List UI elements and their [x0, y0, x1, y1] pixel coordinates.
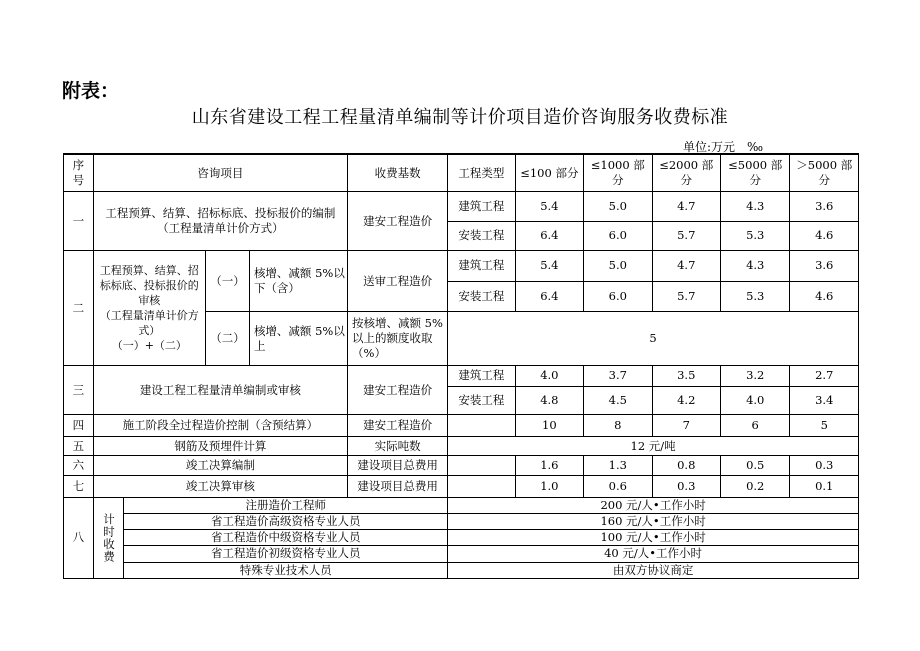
row1-basis: 建安工程造价: [348, 192, 448, 251]
row2-building-c5: 3.6: [790, 251, 859, 282]
header-type: 工程类型: [448, 154, 515, 192]
row3-install-c3: 4.2: [652, 386, 720, 415]
header-no: 序 号: [64, 154, 94, 192]
row3-install-c4: 4.0: [720, 386, 789, 415]
row2-building-c1: 5.4: [515, 251, 583, 282]
table-row: [64, 562, 859, 578]
row7-basis: 建设项目总费用: [348, 476, 448, 497]
row2-rate: 5: [448, 312, 859, 366]
row7-item: 竣工决算审核: [93, 476, 347, 497]
row8-no: 八: [64, 497, 94, 579]
row2-building-c3: 4.7: [652, 251, 720, 282]
row5-no: 五: [64, 437, 94, 455]
row2-basis2: 按核增、减额 5%以上的额度收取（%）: [348, 312, 448, 366]
row6-basis: 建设项目总费用: [348, 455, 448, 475]
table-row: [64, 251, 859, 282]
row6-c2: 1.3: [584, 455, 652, 475]
row2-no: 二: [64, 251, 94, 366]
row7-c3: 0.3: [652, 476, 720, 497]
row8-item-rate: 100 元/人•工作小时: [448, 530, 859, 546]
row2-install-c2: 6.0: [584, 281, 652, 312]
row3-item: 建设工程工程量清单编制或审核: [93, 366, 347, 415]
row2-type-building: 建筑工程: [448, 251, 515, 282]
row7-type-empty: [448, 476, 515, 497]
appendix-label: 附表：: [62, 80, 120, 102]
header-basis: 收费基数: [348, 154, 448, 192]
fee-standard-table: [63, 153, 859, 579]
row6-c3: 0.8: [652, 455, 720, 475]
row4-basis: 建安工程造价: [348, 415, 448, 437]
table-row: [64, 546, 859, 562]
row3-type-install: 安装工程: [448, 386, 515, 415]
row3-building-c2: 3.7: [584, 366, 652, 386]
row3-type-building: 建筑工程: [448, 366, 515, 386]
header-c2: ≤1000 部分: [584, 154, 652, 192]
row3-building-c4: 3.2: [720, 366, 789, 386]
row1-install-c5: 4.6: [790, 221, 859, 251]
row6-c1: 1.6: [515, 455, 583, 475]
row1-building-c1: 5.4: [515, 192, 583, 222]
header-c4: ≤5000 部分: [720, 154, 789, 192]
row2-basis1: 送审工程造价: [348, 251, 448, 312]
table-row: [64, 437, 859, 455]
row3-no: 三: [64, 366, 94, 415]
row6-item: 竣工决算编制: [93, 455, 347, 475]
row8-item-name: 特殊专业技术人员: [124, 562, 448, 578]
row1-no: 一: [64, 192, 94, 251]
row2-building-c2: 5.0: [584, 251, 652, 282]
row4-c3: 7: [652, 415, 720, 437]
row1-type-building: 建筑工程: [448, 192, 515, 222]
row1-building-c5: 3.6: [790, 192, 859, 222]
row8-item-rate: 由双方协议商定: [448, 562, 859, 578]
row8-item-rate: 160 元/人•工作小时: [448, 513, 859, 529]
row8-item-name: 省工程造价初级资格专业人员: [124, 546, 448, 562]
row4-c4: 6: [720, 415, 789, 437]
row6-type-empty: [448, 455, 515, 475]
row3-building-c3: 3.5: [652, 366, 720, 386]
document-title: 山东省建设工程工程量清单编制等计价项目造价咨询服务收费标准: [191, 107, 729, 128]
row4-c1: 10: [515, 415, 583, 437]
table-header-row: [64, 154, 859, 192]
row5-rate: 12 元/吨: [448, 437, 859, 455]
row2-building-c4: 4.3: [720, 251, 789, 282]
row1-type-install: 安装工程: [448, 221, 515, 251]
row1-install-c4: 5.3: [720, 221, 789, 251]
row6-c4: 0.5: [720, 455, 789, 475]
row2-item: 工程预算、结算、招标标底、投标报价的审核 （工程量清单计价方式） （一）+（二）: [93, 251, 205, 366]
row2-sub1-desc: 核增、减额 5%以下（含）: [249, 251, 347, 312]
row7-c4: 0.2: [720, 476, 789, 497]
row8-group: [93, 497, 124, 579]
row5-item: 钢筋及预埋件计算: [93, 437, 347, 455]
row4-type-empty: [448, 415, 515, 437]
row1-building-c3: 4.7: [652, 192, 720, 222]
row7-c5: 0.1: [790, 476, 859, 497]
row1-item: 工程预算、结算、招标标底、投标报价的编制（工程量清单计价方式）: [93, 192, 347, 251]
row4-c5: 5: [790, 415, 859, 437]
row8-item-rate: 40 元/人•工作小时: [448, 546, 859, 562]
table-row: [64, 192, 859, 222]
row3-install-c1: 4.8: [515, 386, 583, 415]
row3-install-c5: 3.4: [790, 386, 859, 415]
row3-building-c5: 2.7: [790, 366, 859, 386]
row2-install-c5: 4.6: [790, 281, 859, 312]
table-row: [64, 476, 859, 497]
row4-item: 施工阶段全过程造价控制（含预结算）: [93, 415, 347, 437]
row2-install-c1: 6.4: [515, 281, 583, 312]
table-row: [64, 415, 859, 437]
row2-sub2: （二）: [206, 312, 250, 366]
header-c1: ≤100 部分: [515, 154, 583, 192]
table-row: [64, 366, 859, 386]
row2-install-c4: 5.3: [720, 281, 789, 312]
row1-install-c2: 6.0: [584, 221, 652, 251]
row5-basis: 实际吨数: [348, 437, 448, 455]
header-c5: ＞5000 部分: [790, 154, 859, 192]
row7-no: 七: [64, 476, 94, 497]
row4-c2: 8: [584, 415, 652, 437]
row4-no: 四: [64, 415, 94, 437]
row2-type-install: 安装工程: [448, 281, 515, 312]
row7-c1: 1.0: [515, 476, 583, 497]
row8-item-name: 省工程造价高级资格专业人员: [124, 513, 448, 529]
table-row: [64, 530, 859, 546]
header-c3: ≤2000 部分: [652, 154, 720, 192]
row6-c5: 0.3: [790, 455, 859, 475]
row1-install-c3: 5.7: [652, 221, 720, 251]
header-item: 咨询项目: [93, 154, 347, 192]
row3-basis: 建安工程造价: [348, 366, 448, 415]
table-row: [64, 497, 859, 513]
table-row: [64, 513, 859, 529]
row3-building-c1: 4.0: [515, 366, 583, 386]
row1-install-c1: 6.4: [515, 221, 583, 251]
row1-building-c2: 5.0: [584, 192, 652, 222]
row6-no: 六: [64, 455, 94, 475]
row2-sub2-desc: 核增、减额 5%以上: [249, 312, 347, 366]
row2-install-c3: 5.7: [652, 281, 720, 312]
row7-c2: 0.6: [584, 476, 652, 497]
row8-item-rate: 200 元/人•工作小时: [448, 497, 859, 513]
row8-item-name: 注册造价工程师: [124, 497, 448, 513]
row1-building-c4: 4.3: [720, 192, 789, 222]
unit-label: 单位:万元 ‰: [683, 140, 764, 154]
table-row: [64, 455, 859, 475]
row8-item-name: 省工程造价中级资格专业人员: [124, 530, 448, 546]
row2-sub1: （一）: [206, 251, 250, 312]
row8-group-label: 计时收费: [101, 512, 116, 563]
row3-install-c2: 4.5: [584, 386, 652, 415]
